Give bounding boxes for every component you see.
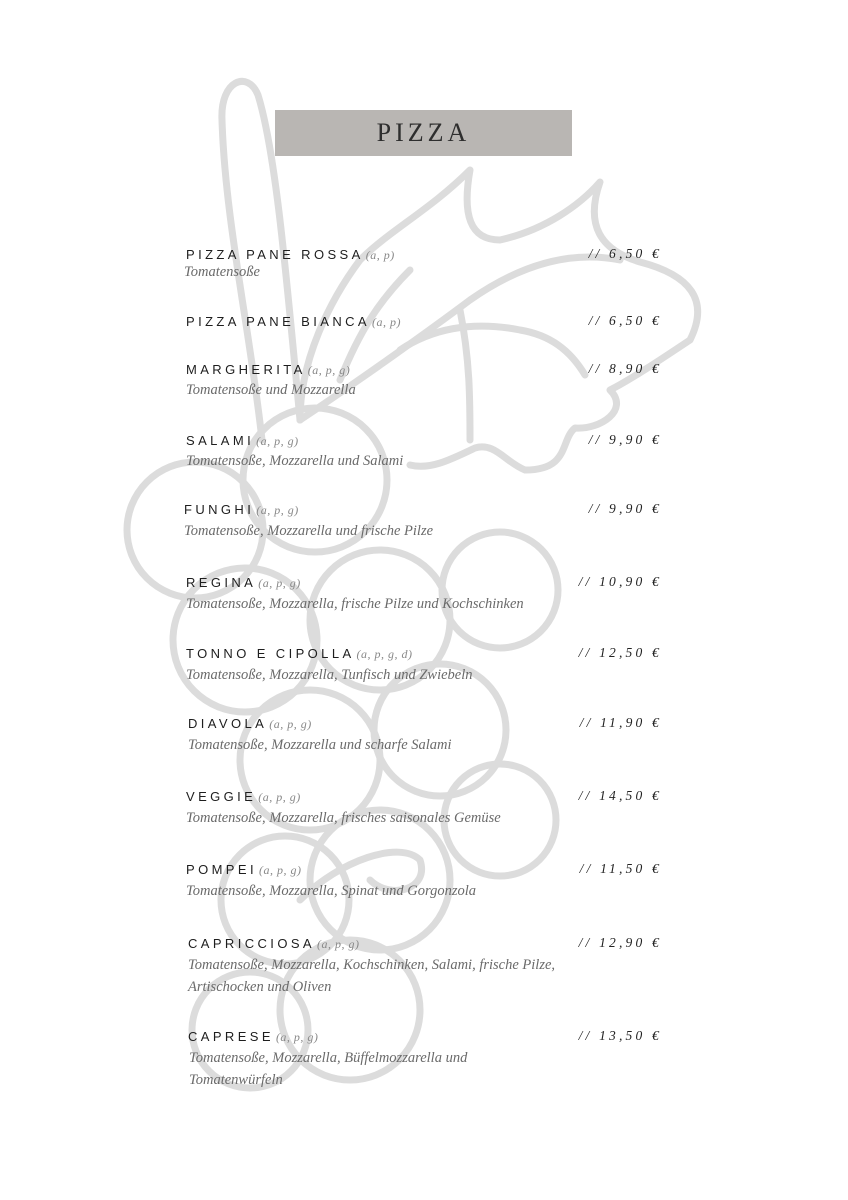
item-price: // 12,50 € <box>578 645 662 660</box>
item-name: MARGHERITA <box>186 362 306 377</box>
item-description: Tomatensoße, Mozzarella, frisches saisonales Gemüse <box>186 810 501 826</box>
item-price: // 14,50 € <box>578 788 662 803</box>
item-price: // 12,90 € <box>578 935 662 950</box>
item-price: // 9,90 € <box>588 432 662 447</box>
item-allergens: (a, p, g) <box>258 863 302 877</box>
item-price: // 8,90 € <box>588 361 662 376</box>
item-price: // 11,90 € <box>579 715 662 730</box>
item-allergens: (a, p) <box>371 315 401 329</box>
item-price: // 13,50 € <box>578 1028 662 1043</box>
item-description: Tomatensoße, Mozzarella und scharfe Salami <box>188 737 452 753</box>
item-description: Tomatensoße, Mozzarella, Kochschinken, Salami, frische Pilze, Artischocken und Oliven <box>188 957 556 995</box>
item-allergens: (a, p, g) <box>275 1030 319 1044</box>
item-price: // 11,50 € <box>579 861 662 876</box>
page-title-banner <box>275 110 572 156</box>
item-name: TONNO E CIPOLLA <box>186 646 355 661</box>
item-name: PIZZA PANE BIANCA <box>186 314 370 329</box>
item-allergens: (a, p, g) <box>307 363 351 377</box>
item-price: // 6,50 € <box>588 313 662 328</box>
item-description: Tomatensoße, Mozzarella, Spinat und Gorgonzola <box>186 883 477 899</box>
item-name: SALAMI <box>186 433 255 448</box>
item-description: Tomatensoße <box>184 264 260 280</box>
item-name: POMPEI <box>186 862 257 877</box>
item-description: Tomatensoße, Mozzarella, frische Pilze und Kochschinken <box>186 596 524 612</box>
item-description: Tomatensoße, Mozzarella und frische Pilze <box>184 523 434 539</box>
item-description: Tomatensoße, Mozzarella, Tunfisch und Zwiebeln <box>186 667 473 683</box>
item-allergens: (a, p, g, d) <box>356 647 413 661</box>
item-allergens: (a, p, g) <box>258 576 301 590</box>
item-name: REGINA <box>186 575 257 590</box>
item-price: // 9,90 € <box>588 501 662 516</box>
item-name: DIAVOLA <box>188 716 268 731</box>
item-price: // 6,50 € <box>588 246 662 261</box>
item-price: // 10,90 € <box>578 574 662 589</box>
item-name: CAPRICCIOSA <box>188 936 315 951</box>
item-name: CAPRESE <box>188 1029 274 1044</box>
item-allergens: (a, p) <box>365 248 395 262</box>
page-title: PIZZA <box>376 118 471 147</box>
item-allergens: (a, p, g) <box>256 503 299 517</box>
item-allergens: (a, p, g) <box>258 790 301 804</box>
item-allergens: (a, p, g) <box>256 434 299 448</box>
item-description: Tomatensoße, Mozzarella, Büffelmozzarella und Tomatenwürfeln <box>189 1050 468 1088</box>
item-name: PIZZA PANE ROSSA <box>186 247 364 262</box>
item-description: Tomatensoße und Mozzarella <box>186 382 356 398</box>
item-allergens: (a, p, g) <box>269 717 312 731</box>
item-description: Tomatensoße, Mozzarella und Salami <box>186 453 404 469</box>
item-allergens: (a, p, g) <box>316 937 360 951</box>
item-name: VEGGIE <box>186 789 257 804</box>
item-name: FUNGHI <box>184 502 255 517</box>
